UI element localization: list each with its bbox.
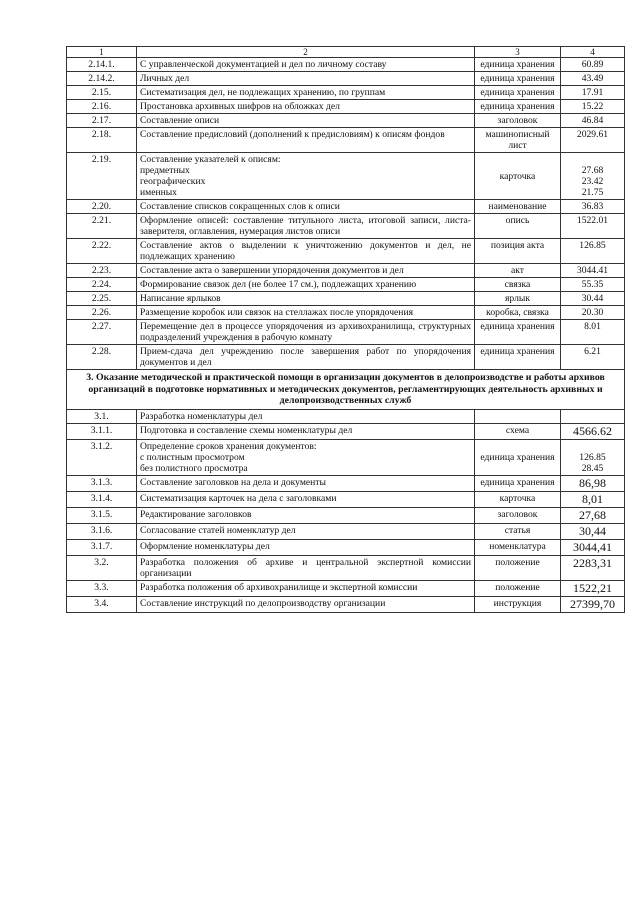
header-col-4: 4 <box>561 47 625 58</box>
row-unit: опись <box>475 214 561 239</box>
table-row-3-1-2 <box>67 439 625 475</box>
row-description: Оформление описей: составление титульного листа, итоговой записи, листа-заверителя, оглавления, нумерация листов описи <box>137 214 475 239</box>
row-number: 2.20. <box>67 200 137 214</box>
row-value: 15.22 <box>561 100 625 114</box>
row-unit: заголовок <box>475 507 561 523</box>
row-unit: карточка <box>475 153 561 200</box>
row-value: 36.83 <box>561 200 625 214</box>
row-number: 3.1.7. <box>67 539 137 555</box>
row-value: 55.35 <box>561 278 625 292</box>
row-unit: карточка <box>475 491 561 507</box>
tariff-table <box>66 46 625 613</box>
row-unit: акт <box>475 264 561 278</box>
row-description: Составление списков сокращенных слов к описи <box>137 200 475 214</box>
row-number: 2.17. <box>67 114 137 128</box>
row-value: 27399,70 <box>561 596 625 612</box>
table-row <box>67 86 625 100</box>
description-line: с полистным просмотром <box>140 451 245 463</box>
row-value: 28.45 <box>581 462 604 474</box>
row-unit: коробка, связка <box>475 306 561 320</box>
table-row <box>67 306 625 320</box>
table-row <box>67 58 625 72</box>
row-number: 3.1.5. <box>67 507 137 523</box>
row-description: Написание ярлыков <box>137 292 475 306</box>
row-number: 2.16. <box>67 100 137 114</box>
row-unit: единица хранения <box>475 320 561 345</box>
row-number: 2.22. <box>67 239 137 264</box>
row-description: Прием-сдача дел учреждению после завершения работ по упорядочения документов и дел <box>137 345 475 370</box>
row-number: 2.21. <box>67 214 137 239</box>
row-number: 3.1.2. <box>67 439 137 475</box>
row-value: 30.44 <box>561 292 625 306</box>
row-description: Перемещение дел в процессе упорядочения из архивохранилища, структурных подразделений учреждения в рабочую комнату <box>137 320 475 345</box>
table-row-2-19 <box>67 153 625 200</box>
row-value: 8,01 <box>561 491 625 507</box>
row-description: Оформление номенклатуры дел <box>137 539 475 555</box>
row-unit: статья <box>475 523 561 539</box>
row-number: 3.4. <box>67 596 137 612</box>
table-row <box>67 475 625 491</box>
row-number: 2.14.1. <box>67 58 137 72</box>
row-number: 3.1.1. <box>67 423 137 439</box>
row-values <box>561 153 625 200</box>
row-value: 23.42 <box>581 176 604 187</box>
description-line: именных <box>140 187 177 198</box>
table-row <box>67 239 625 264</box>
row-unit: единица хранения <box>475 86 561 100</box>
row-unit: единица хранения <box>475 345 561 370</box>
row-description: Составление предисловий (дополнений к предисловиям) к описям фондов <box>137 128 475 153</box>
row-value: 2029.61 <box>561 128 625 153</box>
row-unit: положение <box>475 555 561 580</box>
row-description: Редактирование заголовков <box>137 507 475 523</box>
table-row <box>67 114 625 128</box>
table-row <box>67 555 625 580</box>
table-row <box>67 580 625 596</box>
row-unit: единица хранения <box>475 100 561 114</box>
section-3-title: 3. Оказание методической и практической помощи в организации документов в делопроизводстве и работы архивов организаций в подготовке нормативных и методических документов, регламентирующих деятельность архивных и делопроизводственных служб <box>67 370 625 410</box>
table-row <box>67 539 625 555</box>
row-number: 2.15. <box>67 86 137 100</box>
row-unit: единица хранения <box>475 475 561 491</box>
tariff-table-page <box>66 46 624 613</box>
table-row <box>67 72 625 86</box>
row-unit: положение <box>475 580 561 596</box>
row-number: 2.23. <box>67 264 137 278</box>
row-unit: наименование <box>475 200 561 214</box>
row-value: 3044.41 <box>561 264 625 278</box>
row-value: 4566.62 <box>561 423 625 439</box>
table-row <box>67 523 625 539</box>
row-value: 43.49 <box>561 72 625 86</box>
description-line: без полистного просмотра <box>140 462 248 474</box>
row-number: 3.1.3. <box>67 475 137 491</box>
header-col-3: 3 <box>475 47 561 58</box>
row-value: 2283,31 <box>561 555 625 580</box>
row-unit: единица хранения <box>475 439 561 475</box>
row-description <box>137 439 475 475</box>
row-description: Систематизация карточек на дела с заголовками <box>137 491 475 507</box>
row-unit: заголовок <box>475 114 561 128</box>
row-description: Разработка положения об архивохранилище и экспертной комиссии <box>137 580 475 596</box>
row-description: Формирование связок дел (не более 17 см.), подлежащих хранению <box>137 278 475 292</box>
row-description: Согласование статей номенклатур дел <box>137 523 475 539</box>
row-value: 1522.01 <box>561 214 625 239</box>
row-description: Простановка архивных шифров на обложках дел <box>137 100 475 114</box>
row-value: 46.84 <box>561 114 625 128</box>
row-number: 3.2. <box>67 555 137 580</box>
row-unit: инструкция <box>475 596 561 612</box>
row-values <box>561 439 625 475</box>
row-unit: позиция акта <box>475 239 561 264</box>
table-row <box>67 491 625 507</box>
table-row-3-1-1 <box>67 423 625 439</box>
row-unit <box>475 409 561 423</box>
row-number: 2.18. <box>67 128 137 153</box>
row-number: 2.19. <box>67 153 137 200</box>
table-row <box>67 507 625 523</box>
row-description: Составление актов о выделении к уничтожению документов и дел, не подлежащих хранению <box>137 239 475 264</box>
description-line: Составление указателей к описям: <box>140 154 281 165</box>
row-unit: единица хранения <box>475 72 561 86</box>
section-3-header-row <box>67 370 625 410</box>
row-value: 3044,41 <box>561 539 625 555</box>
table-row <box>67 320 625 345</box>
row-description: Систематизация дел, не подлежащих хранению, по группам <box>137 86 475 100</box>
row-description: Составление заголовков на дела и документы <box>137 475 475 491</box>
row-description: Разработка номенклатуры дел <box>137 409 475 423</box>
table-row <box>67 596 625 612</box>
table-row <box>67 100 625 114</box>
row-number: 3.1.6. <box>67 523 137 539</box>
row-description: Разработка положения об архиве и центральной экспертной комиссии организации <box>137 555 475 580</box>
row-number: 2.27. <box>67 320 137 345</box>
row-value: 60.89 <box>561 58 625 72</box>
row-value: 17.91 <box>561 86 625 100</box>
row-number: 2.28. <box>67 345 137 370</box>
row-value: 6.21 <box>561 345 625 370</box>
table-row <box>67 292 625 306</box>
row-value: 20.30 <box>561 306 625 320</box>
row-description: Составление описи <box>137 114 475 128</box>
row-value <box>561 409 625 423</box>
row-description: Личных дел <box>137 72 475 86</box>
row-value: 30,44 <box>561 523 625 539</box>
row-number: 3.1.4. <box>67 491 137 507</box>
table-row <box>67 345 625 370</box>
header-col-1: 1 <box>67 47 137 58</box>
description-line: предметных <box>140 165 190 176</box>
row-description: Составление инструкций по делопроизводству организации <box>137 596 475 612</box>
row-description: Подготовка и составление схемы номенклатуры дел <box>137 423 475 439</box>
row-value: 126.85 <box>561 239 625 264</box>
row-unit: связка <box>475 278 561 292</box>
row-description: Составление акта о завершении упорядочения документов и дел <box>137 264 475 278</box>
row-value: 21.75 <box>581 187 604 198</box>
row-value: 126.85 <box>579 451 606 463</box>
table-row <box>67 128 625 153</box>
row-value: 27,68 <box>561 507 625 523</box>
row-number: 2.24. <box>67 278 137 292</box>
description-line: Определение сроков хранения документов: <box>140 440 317 452</box>
row-number: 2.25. <box>67 292 137 306</box>
row-value: 8.01 <box>561 320 625 345</box>
row-unit: схема <box>475 423 561 439</box>
row-description <box>137 153 475 200</box>
row-value: 27.68 <box>581 165 604 176</box>
row-description: С управленческой документацией и дел по личному составу <box>137 58 475 72</box>
row-unit: ярлык <box>475 292 561 306</box>
table-row <box>67 278 625 292</box>
row-unit: единица хранения <box>475 58 561 72</box>
row-unit: номенклатура <box>475 539 561 555</box>
table-header-row <box>67 47 625 58</box>
table-row <box>67 200 625 214</box>
row-value: 1522,21 <box>561 580 625 596</box>
row-unit: машинописный лист <box>475 128 561 153</box>
row-number: 3.3. <box>67 580 137 596</box>
row-number: 2.26. <box>67 306 137 320</box>
table-row-3-1 <box>67 409 625 423</box>
header-col-2: 2 <box>137 47 475 58</box>
row-value: 86,98 <box>561 475 625 491</box>
table-row <box>67 264 625 278</box>
row-description: Размещение коробок или связок на стеллажах после упорядочения <box>137 306 475 320</box>
table-row <box>67 214 625 239</box>
row-number: 3.1. <box>67 409 137 423</box>
row-number: 2.14.2. <box>67 72 137 86</box>
description-line: географических <box>140 176 206 187</box>
